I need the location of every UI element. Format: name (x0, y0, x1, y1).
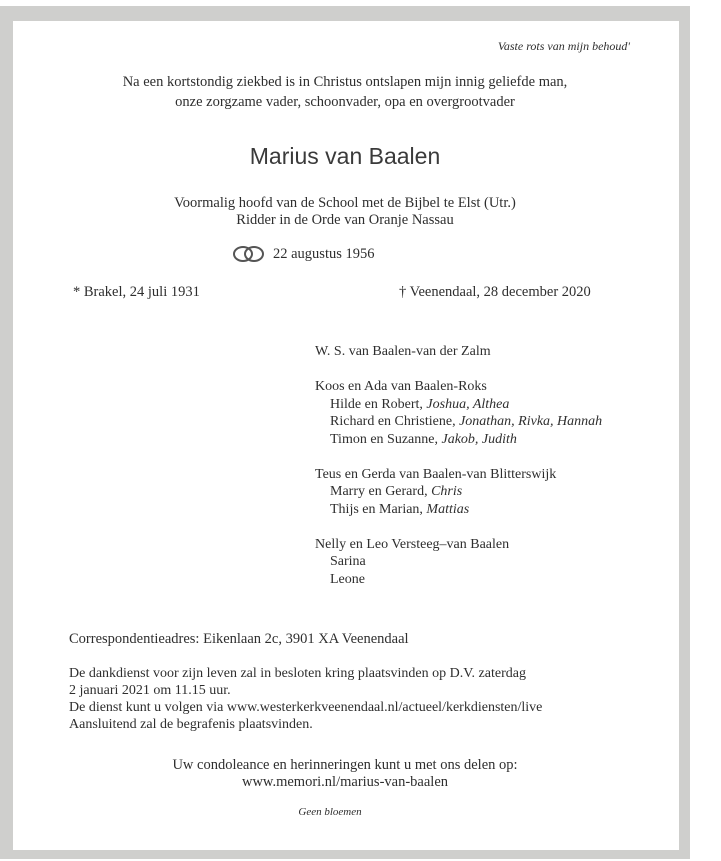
member-name: Sarina (330, 554, 366, 569)
motto: Vaste rots van mijn behoud' (497, 39, 630, 53)
family-head: Nelly en Leo Versteeg–van Baalen (315, 536, 510, 552)
family-member (315, 396, 602, 414)
family-member (315, 483, 602, 501)
member-children: Chris (431, 484, 463, 499)
intro-text (0, 72, 690, 112)
wedding-date: 22 augustus 1956 (273, 245, 375, 262)
condolence-info (0, 757, 690, 791)
service-line: De dienst kunt u volgen via www.westerkerkveenendaal.nl/actueel/kerkdiensten/live (69, 700, 543, 715)
family-member (315, 571, 602, 589)
service-line: 2 januari 2021 om 11.15 uur. (69, 683, 231, 698)
family-member (315, 413, 602, 431)
deceased-name: Marius van Baalen (249, 143, 441, 169)
wedding-rings-icon (231, 245, 267, 263)
member-name: Hilde en Robert, (330, 396, 423, 412)
family-member (315, 501, 602, 519)
condolence-line: Uw condoleance en herinneringen kunt u met ons delen op: (172, 757, 518, 773)
condolence-url: www.memori.nl/marius-van-baalen (241, 774, 449, 790)
member-name: Marry en Gerard, (330, 484, 428, 499)
family-member (315, 431, 602, 449)
wedding-date-row (231, 245, 375, 263)
service-info (69, 665, 542, 733)
member-children: Joshua, Althea (426, 396, 510, 412)
family-member (315, 553, 602, 571)
spouse: W. S. van Baalen-van der Zalm (315, 344, 491, 359)
intro-line: Na een kortstondig ziekbed is in Christus ontslapen mijn innig geliefde man, (122, 74, 568, 90)
role-line: Ridder in de Orde van Oranje Nassau (236, 212, 454, 228)
correspondence-address: Correspondentieadres: Eikenlaan 2c, 3901 XA Veenendaal (69, 631, 409, 647)
member-name: Richard en Christiene, (330, 414, 456, 429)
no-flowers-note: Geen bloemen (298, 806, 362, 818)
family-list (315, 343, 602, 588)
member-name: Leone (330, 571, 365, 587)
member-children: Jakob, Judith (441, 431, 517, 447)
family-head: Koos en Ada van Baalen-Roks (315, 379, 487, 394)
member-name: Thijs en Marian, (330, 501, 423, 517)
service-line: Aansluitend zal de begrafenis plaatsvinden. (69, 717, 313, 732)
birth-info: * Brakel, 24 juli 1931 (73, 284, 200, 300)
roles (0, 195, 690, 229)
intro-line: onze zorgzame vader, schoonvader, opa en overgrootvader (175, 94, 515, 110)
death-info: † Veenendaal, 28 december 2020 (399, 284, 591, 300)
role-line: Voormalig hoofd van de School met de Bijbel te Elst (Utr.) (174, 195, 516, 211)
member-children: Jonathan, Rivka, Hannah (459, 414, 603, 429)
member-children: Mattias (426, 501, 470, 517)
service-line: De dankdienst voor zijn leven zal in besloten kring plaatsvinden op D.V. zaterdag (69, 666, 526, 681)
member-name: Timon en Suzanne, (330, 431, 438, 447)
family-head: Teus en Gerda van Baalen-van Blitterswijk (315, 466, 557, 482)
